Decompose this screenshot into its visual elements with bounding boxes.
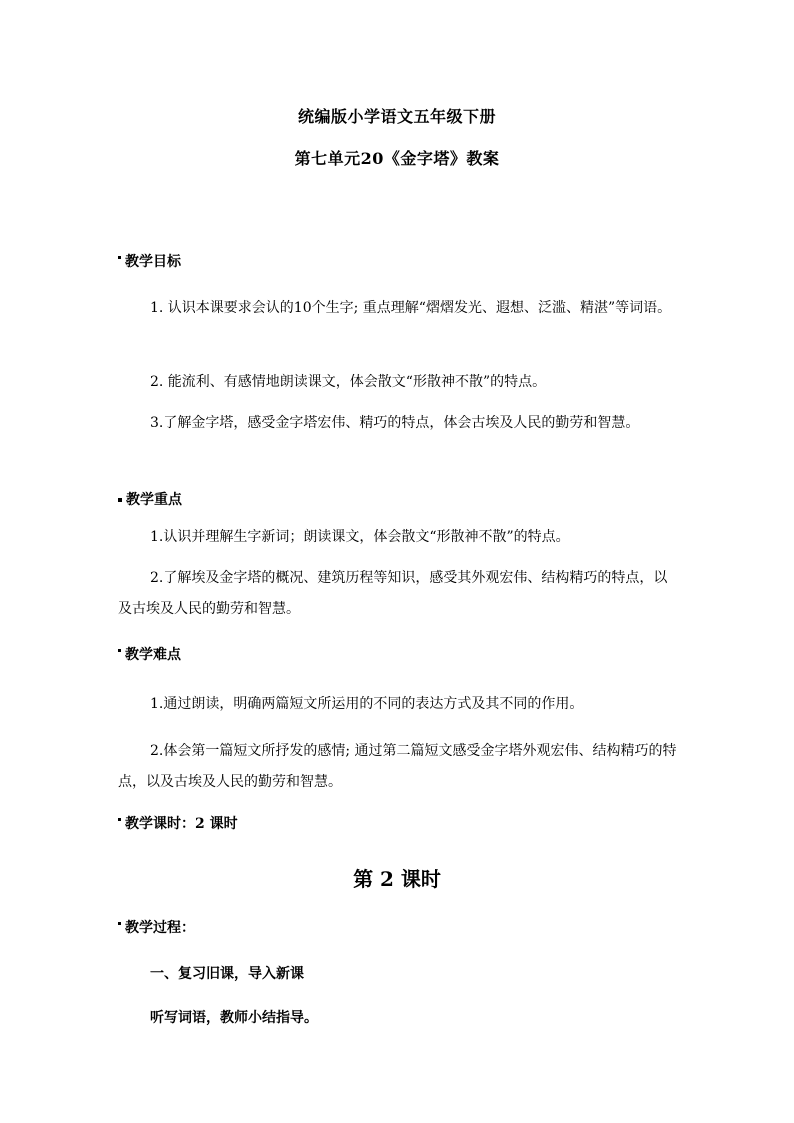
objective-item-3: 3.了解金字塔，感受金字塔宏伟、精巧的特点，体会古埃及人民的勤劳和智慧。 bbox=[150, 415, 640, 431]
key-points-heading-text: 教学重点 bbox=[126, 492, 182, 508]
bullet-icon bbox=[118, 256, 121, 259]
key-point-item-1: 1.认识并理解生字新词；朗读课文，体会散文“形散神不散”的特点。 bbox=[150, 529, 570, 545]
document-subtitle: 第七单元20《金字塔》教案 bbox=[294, 149, 500, 168]
section-heading-hours bbox=[118, 814, 238, 834]
bullet-icon bbox=[118, 498, 122, 502]
objectives-heading-text: 教学目标 bbox=[125, 254, 181, 270]
section-heading-difficulties bbox=[118, 645, 181, 665]
document-title: 统编版小学语文五年级下册 bbox=[297, 107, 496, 126]
section-heading-key-points bbox=[118, 490, 182, 510]
objective-item-1: 1. 认识本课要求会认的10个生字; 重点理解“熠熠发光、遐想、泛滥、精湛”等词语。 bbox=[150, 300, 672, 316]
process-heading-text: 教学过程： bbox=[125, 920, 195, 936]
bullet-icon bbox=[118, 922, 121, 925]
section-heading-objectives bbox=[118, 252, 181, 272]
bullet-icon bbox=[118, 649, 121, 652]
key-point-item-2: 2.了解埃及金字塔的概况、建筑历程等知识，感受其外观宏伟、结构精巧的特点，以及古埃及人民的勤劳和智慧。 bbox=[118, 570, 668, 617]
objective-item-2: 2. 能流利、有感情地朗读课文，体会散文“形散神不散”的特点。 bbox=[150, 374, 547, 390]
lesson-title: 第 2 课时 bbox=[353, 867, 441, 891]
difficulties-heading-text: 教学难点 bbox=[125, 647, 181, 663]
process-step-1-detail: 听写词语，教师小结指导。 bbox=[150, 1010, 318, 1026]
difficulty-item-2: 2.体会第一篇短文所抒发的感情; 通过第二篇短文感受金字塔外观宏伟、结构精巧的特点，以及古埃及人民的勤劳和智慧。 bbox=[118, 743, 677, 790]
difficulty-item-1: 1.通过朗读，明确两篇短文所运用的不同的表达方式及其不同的作用。 bbox=[150, 696, 584, 712]
hours-heading-text: 教学课时：2 课时 bbox=[125, 816, 238, 832]
process-step-1: 一、复习旧课，导入新课 bbox=[150, 966, 304, 982]
bullet-icon bbox=[118, 818, 121, 821]
section-heading-process bbox=[118, 918, 195, 938]
